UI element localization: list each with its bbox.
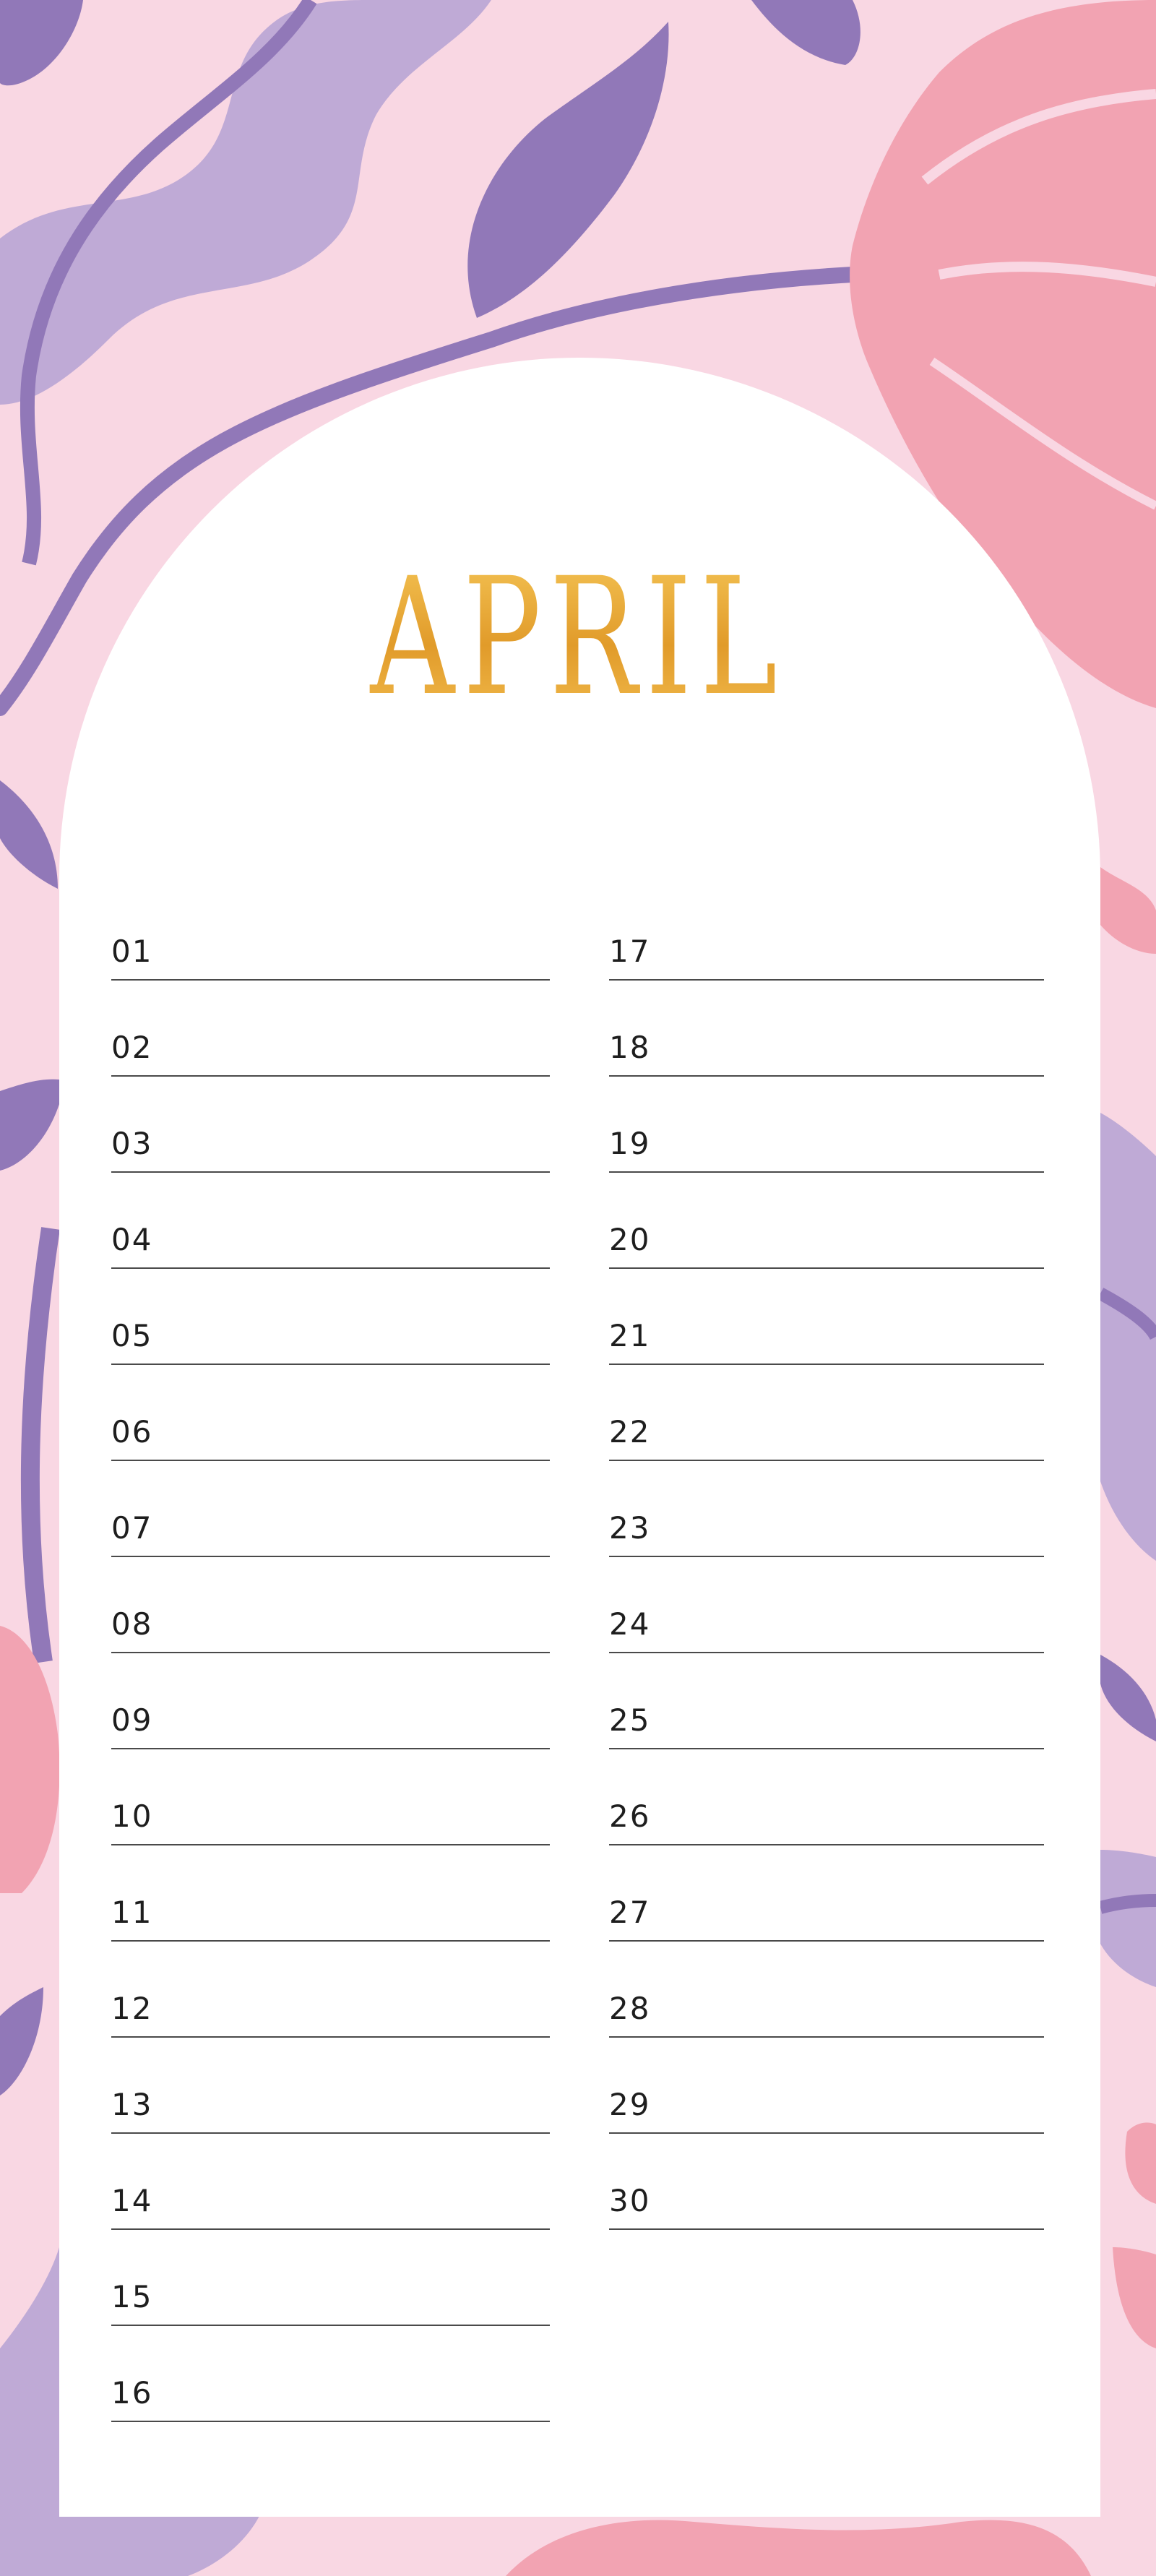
day-number: 16 [111, 2375, 153, 2411]
day-row [111, 1269, 550, 1365]
day-row [111, 2134, 550, 2230]
day-number: 18 [609, 1030, 651, 1065]
month-title: APRIL [162, 556, 994, 718]
day-number: 12 [111, 1991, 153, 2026]
day-row [111, 884, 550, 981]
days-column-left [111, 884, 550, 2422]
day-row [609, 1365, 1044, 1461]
day-number: 25 [609, 1702, 651, 1738]
day-row [111, 981, 550, 1077]
day-number: 20 [609, 1222, 651, 1257]
day-number: 21 [609, 1318, 651, 1353]
day-number: 07 [111, 1510, 153, 1546]
day-number: 29 [609, 2087, 651, 2122]
day-row [609, 1461, 1044, 1557]
day-number: 08 [111, 1606, 153, 1642]
day-row [111, 2326, 550, 2422]
day-row [111, 1653, 550, 1749]
day-number: 10 [111, 1799, 153, 1834]
day-number: 30 [609, 2183, 651, 2218]
day-row [609, 1077, 1044, 1173]
days-column-right [609, 884, 1044, 2230]
day-row [111, 1942, 550, 2038]
day-number: 11 [111, 1895, 153, 1930]
day-row [111, 1077, 550, 1173]
stem-shape [1100, 1900, 1156, 1908]
day-number: 14 [111, 2183, 153, 2218]
day-number: 17 [609, 934, 651, 969]
day-number: 24 [609, 1606, 651, 1642]
day-row [609, 2134, 1044, 2230]
day-number: 03 [111, 1126, 153, 1161]
day-number: 23 [609, 1510, 651, 1546]
day-number: 19 [609, 1126, 651, 1161]
day-row [111, 1749, 550, 1845]
day-row [609, 981, 1044, 1077]
day-row [111, 1845, 550, 1942]
day-number: 22 [609, 1414, 651, 1449]
day-row [111, 1173, 550, 1269]
day-number: 27 [609, 1895, 651, 1930]
day-row [609, 1845, 1044, 1942]
day-number: 02 [111, 1030, 153, 1065]
day-number: 04 [111, 1222, 153, 1257]
day-row [609, 884, 1044, 981]
day-row [111, 1365, 550, 1461]
day-row [111, 1557, 550, 1653]
day-number: 28 [609, 1991, 651, 2026]
day-row [111, 2038, 550, 2134]
day-row [609, 1269, 1044, 1365]
day-row [609, 1557, 1044, 1653]
day-number: 05 [111, 1318, 153, 1353]
day-number: 15 [111, 2279, 153, 2314]
day-number: 26 [609, 1799, 651, 1834]
day-row [609, 1942, 1044, 2038]
day-number: 13 [111, 2087, 153, 2122]
day-number: 06 [111, 1414, 153, 1449]
day-row [609, 2038, 1044, 2134]
wavy-leaf-shape [1100, 1113, 1156, 1561]
day-row [609, 1653, 1044, 1749]
day-number: 09 [111, 1702, 153, 1738]
day-row [111, 1461, 550, 1557]
day-row [609, 1749, 1044, 1845]
day-row [111, 2230, 550, 2326]
day-number: 01 [111, 934, 153, 969]
day-row [609, 1173, 1044, 1269]
